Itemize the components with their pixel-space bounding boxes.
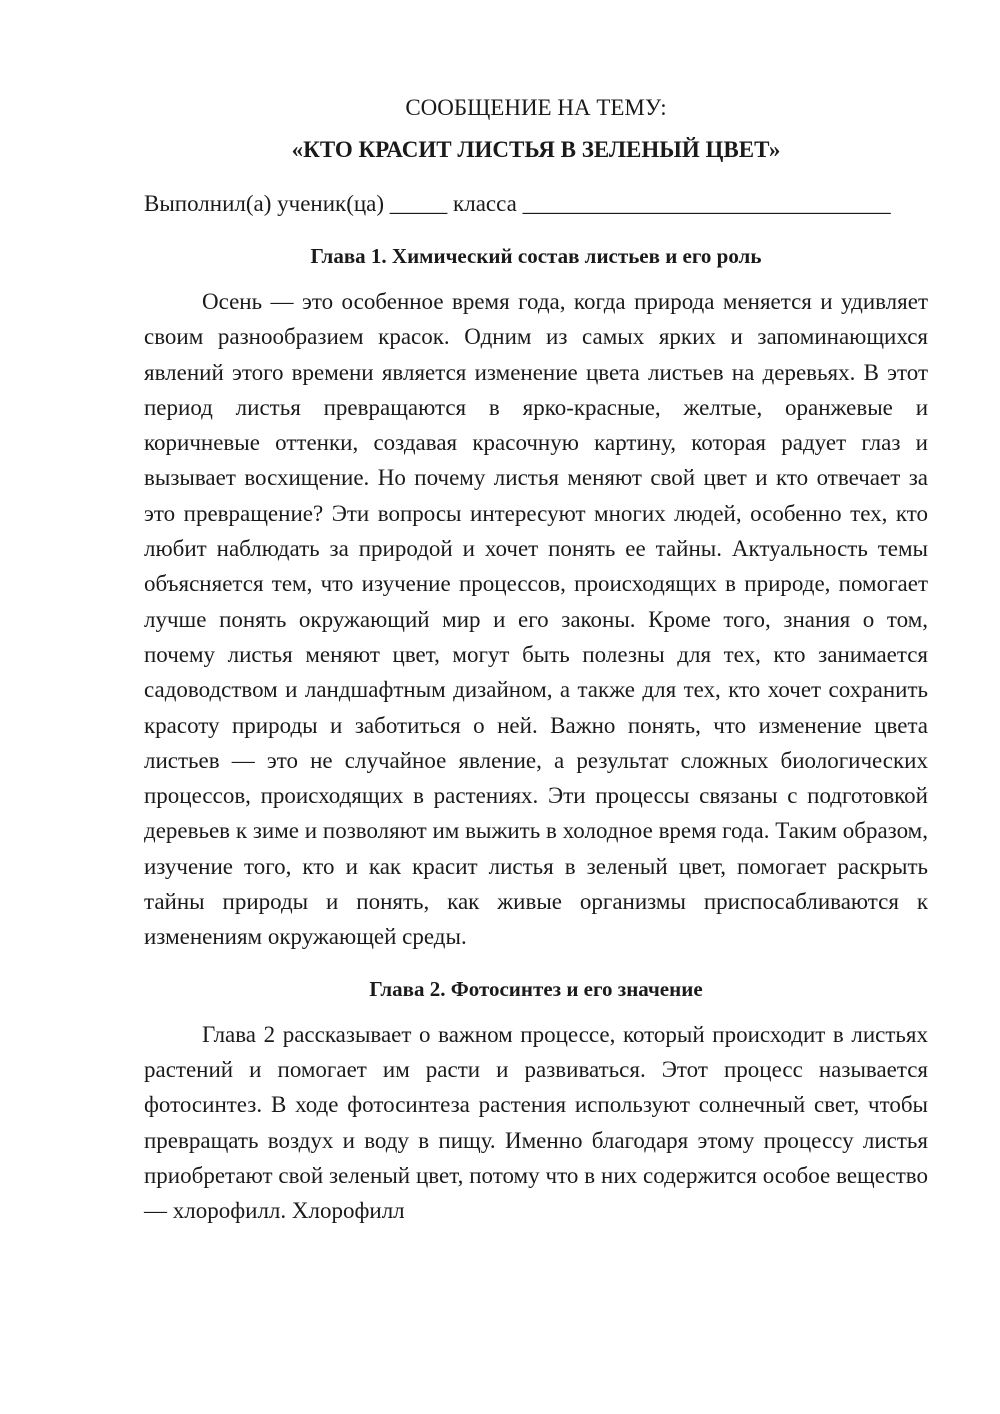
chapter-1-paragraph: Осень — это особенное время года, когда природа меняется и удивляет своим разнообразием красок. Одним из самых ярких и запоминающихся явлений этого времени является изменение цвета листьев на деревьях. В этот период листья превращаются в ярко-красные, желтые, оранжевые и коричневые оттенки, создавая красочную картину, которая радует глаз и вызывает восхищение. Но почему листья меняют свой цвет и кто отвечает за это превращение? Эти вопросы интересуют многих людей, особенно тех, кто любит наблюдать за природой и хочет понять ее тайны. Актуальность темы объясняется тем, что изучение процессов, происходящих в природе, помогает лучше понять окружающий мир и его законы. Кроме того, знания о том, почему листья меняют цвет, могут быть полезны для тех, кто занимается садоводством и ландшафтным дизайном, а также для тех, кто хочет сохранить красоту природы и заботиться о ней. Важно понять, что изменение цвета листьев — это не случайное явление, а результат сложных биологических процессов, происходящих в растениях. Эти процессы связаны с подготовкой деревьев к зиме и позволяют им выжить в холодное время года. Таким образом, изучение того, кто и как красит листья в зеленый цвет, помогает раскрыть тайны природы и понять, как живые организмы приспосабливаются к изменениям окружающей среды. [144, 289, 928, 950]
chapter-1-title: Глава 1. Химический состав листьев и его роль [310, 244, 762, 268]
chapter-2-paragraph: Глава 2 рассказывает о важном процессе, который происходит в листьях растений и помогает им расти и развиваться. Этот процесс называется фотосинтез. В ходе фотосинтеза растения используют солнечный свет, чтобы превращать воздух и воду в пищу. Именно благодаря этому процессу листья приобретают свой зеленый цвет, потому что в них содержится особое вещество — хлорофилл. Хлорофилл [144, 1021, 928, 1224]
author-line: Выполнил(а) ученик(ца) _____ класса ________________________________ [144, 191, 891, 216]
document-heading: СООБЩЕНИЕ НА ТЕМУ: [405, 95, 667, 120]
document-title: «КТО КРАСИТ ЛИСТЬЯ В ЗЕЛЕНЫЙ ЦВЕТ» [291, 137, 781, 162]
document-page [144, 90, 928, 1228]
chapter-2-title: Глава 2. Фотосинтез и его значение [369, 976, 703, 1001]
